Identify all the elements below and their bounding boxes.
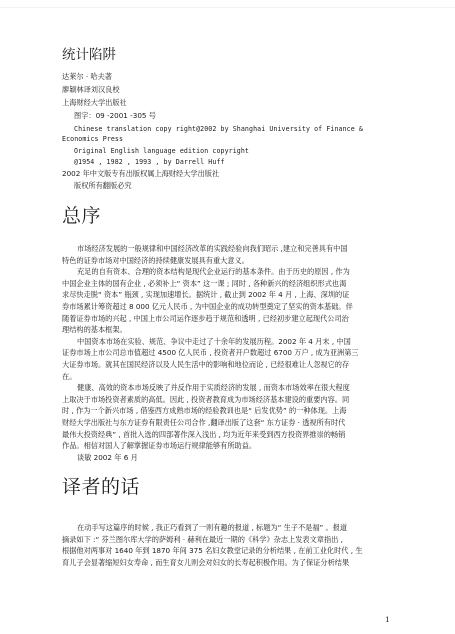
preface-line: 券市场累计筹资超过 8 000 亿元人民币 , 为中国企业的成功转型奠定了坚实的资本基础。伴 [62, 301, 353, 311]
translator-note-body [62, 522, 388, 568]
page-top-edge [0, 0, 455, 8]
preface-line: 在。 [62, 371, 77, 381]
preface-line: 充足的自有资本、合理的资本结构是现代企业运行的基本条件。由于历史的原因 , 作为 [77, 267, 350, 277]
preface-line: 市场经济发展的一般规律和中国经济改革的实践经验向我们昭示 ,建立和完善具有中国 [77, 244, 348, 253]
preface-line: 证券市场上市公司总市值超过 4500 亿人民币 , 投资者开户数超过 6700 万户 , 成为亚洲第三 [62, 348, 359, 358]
preface-line: 上取决于市场投资者素质的高低。因此 , 投资者教育成为市场经济基本建设的重要内容。同 [62, 394, 350, 404]
book-cip: 图字：09 -2001 -305 号 [74, 111, 156, 120]
translator-note-heading: 译者的话 [62, 476, 141, 498]
book-publisher: 上海财经大学出版社 [62, 98, 127, 107]
preface-line: 时 , 作为一个新兴市场 , 借鉴西方成熟市场的经验教训也是“ 后发优势” 的一种体现。上海 [62, 406, 347, 416]
copyright-en-line-2: Economics Press [62, 135, 124, 143]
preface-heading: 总序 [62, 205, 102, 227]
preface-line: 求尽快走脱“ 资本” 瓶颈 , 实现加速增长。据统计 , 截止到 2002 年 4 月 , 上海、深圳的证 [62, 290, 350, 300]
translator-note-line: 育儿子会显著缩短妇女寿命 , 而生育女儿则会对妇女的长寿起积极作用。为了保证分析结果 [62, 557, 350, 567]
book-translators: 廖颖林译刘汉良校 [62, 85, 120, 94]
preface-line: 理结构的基本框架。 [62, 325, 127, 335]
copyright-en-line-1: Chinese translation copy right@2002 by Shanghai University of Finance & [74, 125, 363, 133]
preface-line: 中国企业主体的国有企业 , 必须补上“ 资本” 这一课 ; 同时 , 各种新兴的经济组织形式也渴 [62, 278, 347, 288]
preface-line: 最伟大投资经典” , 首批入选的四部著作深入浅出 , 均为近年来受到西方投资界推崇的畅销 [62, 429, 346, 439]
preface-line: 健康、高效的资本市场反映了并反作用于实质经济的发展 , 而资本市场效率在很大程度 [77, 383, 350, 393]
preface-line: 中国资本市场在实验、规范、争议中走过了十余年的发展历程。2002 年 4 月末 , 中国 [77, 336, 351, 346]
book-title: 统计陷阱 [62, 47, 116, 63]
preface-line: 作品。相信对国人了解掌握证券市场运行规律能够有所助益。 [62, 441, 257, 451]
preface-line: 财经大学出版社与东方证券有限责任公司合作 ,翻译出版了这套“ 东方证券 · 透视所有时代 [62, 417, 346, 427]
translator-note-line: 摘录如下 :“ 芬兰图尔库大学的萨姆利 · 赫利在最近一期的《科学》杂志上发表文章指出 , [62, 534, 343, 544]
edition-note: 2002 年中文版专有出版权属上海财经大学出版社 [62, 169, 220, 178]
preface-signature: 谈敏 2002 年 6 月 [77, 452, 138, 462]
rights-notice: 版权所有翻版必究 [74, 181, 132, 190]
preface-line: 大证券市场。就其在国民经济以及人民生活中的影响和地位而论 , 已经很难让人忽视它的存 [62, 359, 350, 369]
copyright-en-line-3: Original English language edition copyright [74, 147, 249, 155]
copyright-en-line-4: @1954 , 1982 , 1993 , by Darrell Huff [74, 158, 225, 166]
page-number: 1 [385, 615, 390, 624]
preface-line: 特色的证券市场对中国经济的持续健康发展具有重大意义。 [62, 255, 249, 265]
translator-note-line: 在动手写这篇序的时候 , 我正巧看到了一则有趣的报道 , 标题为“ 生子不是福” 。报道 [77, 523, 348, 532]
translator-note-line: 根据他对两事对 1640 年到 1870 年间 375 名妇女教堂记录的分析结果 , 在前工业化时代 , 生 [62, 546, 363, 556]
book-author: 达莱尔 · 哈夫著 [62, 72, 112, 81]
preface-line: 随着证券市场的兴起 , 中国上市公司运作逐步趋于规范和透明 , 已经初步建立起现代公司治 [62, 313, 349, 323]
preface-body [62, 243, 388, 463]
